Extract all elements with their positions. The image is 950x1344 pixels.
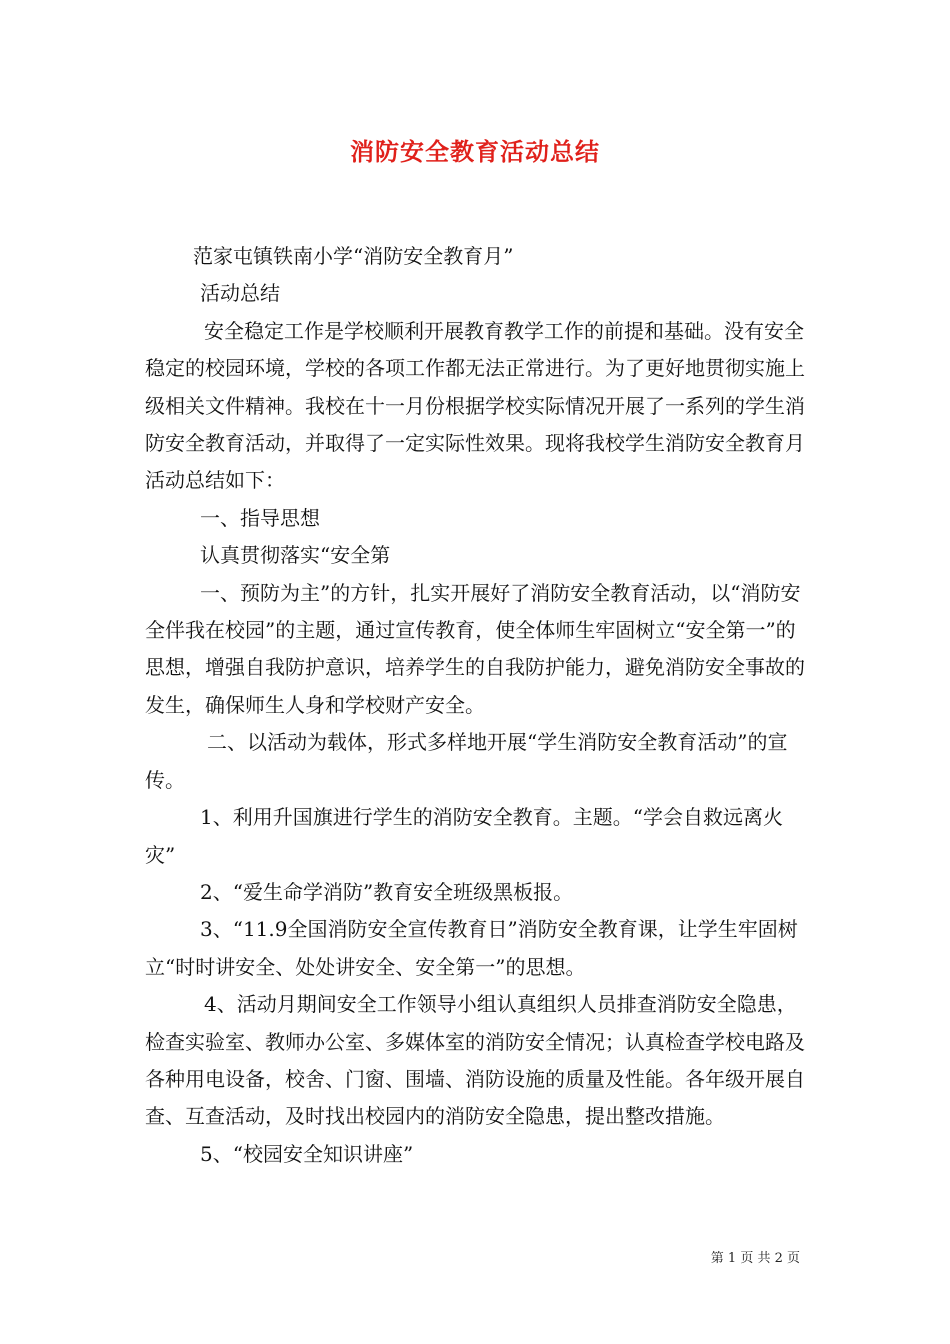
list-item-2: 2、“爱生命学消防”教育安全班级黑板报。 bbox=[200, 879, 574, 904]
list-item-5: 5、“校园安全知识讲座” bbox=[200, 1141, 414, 1166]
section-heading-2: 二、以活动为载体，形式多样地开展“学生消防安全教育活动”的宣传。 bbox=[145, 730, 788, 792]
list-item-4: 4、活动月期间安全工作领导小组认真组织人员排查消防安全隐患，检查实验室、教师办公室、多媒体室的消防安全情况；认真检查学校电路及各种用电设备，校舍、门窗、围墙、消防设施的质量及性能。各年级开展自查、互查活动，及时找出校园内的消防安全隐患，提出整改措施。 bbox=[145, 992, 805, 1129]
document-title: 消防安全教育活动总结 bbox=[350, 137, 600, 166]
page-footer: 第 1 页 共 2 页 bbox=[710, 1251, 800, 1266]
paragraph-guiding-1: 认真贯彻落实“安全第 bbox=[200, 543, 391, 568]
list-item-3: 3、“11.9全国消防安全宣传教育日”消防安全教育课，让学生牢固树立“时时讲安全、处处讲安全、安全第一”的思想。 bbox=[145, 917, 798, 979]
section-heading-1: 一、指导思想 bbox=[200, 505, 320, 530]
paragraph-guiding-2: 一、预防为主”的方针，扎实开展好了消防安全教育活动，以“消防安全伴我在校园”的主题，通过宣传教育，使全体师生牢固树立“安全第一”的思想，增强自我防护意识，培养学生的自我防护能力，避免消防安全事故的发生，确保师生人身和学校财产安全。 bbox=[145, 580, 805, 717]
list-item-1: 1、利用升国旗进行学生的消防安全教育。主题。“学会自救远离火灾” bbox=[145, 805, 783, 867]
paragraph-intro: 安全稳定工作是学校顺利开展教育教学工作的前提和基础。没有安全稳定的校园环境，学校的各项工作都无法正常进行。为了更好地贯彻实施上级相关文件精神。我校在十一月份根据学校实际情况开展了一系列的学生消防安全教育活动，并取得了一定实际性效果。现将我校学生消防安全教育月活动总结如下： bbox=[145, 318, 805, 493]
document-body bbox=[145, 238, 810, 1173]
paragraph-subtitle: 活动总结 bbox=[200, 281, 280, 306]
paragraph-school-name: 范家屯镇铁南小学“消防安全教育月” bbox=[193, 244, 514, 268]
